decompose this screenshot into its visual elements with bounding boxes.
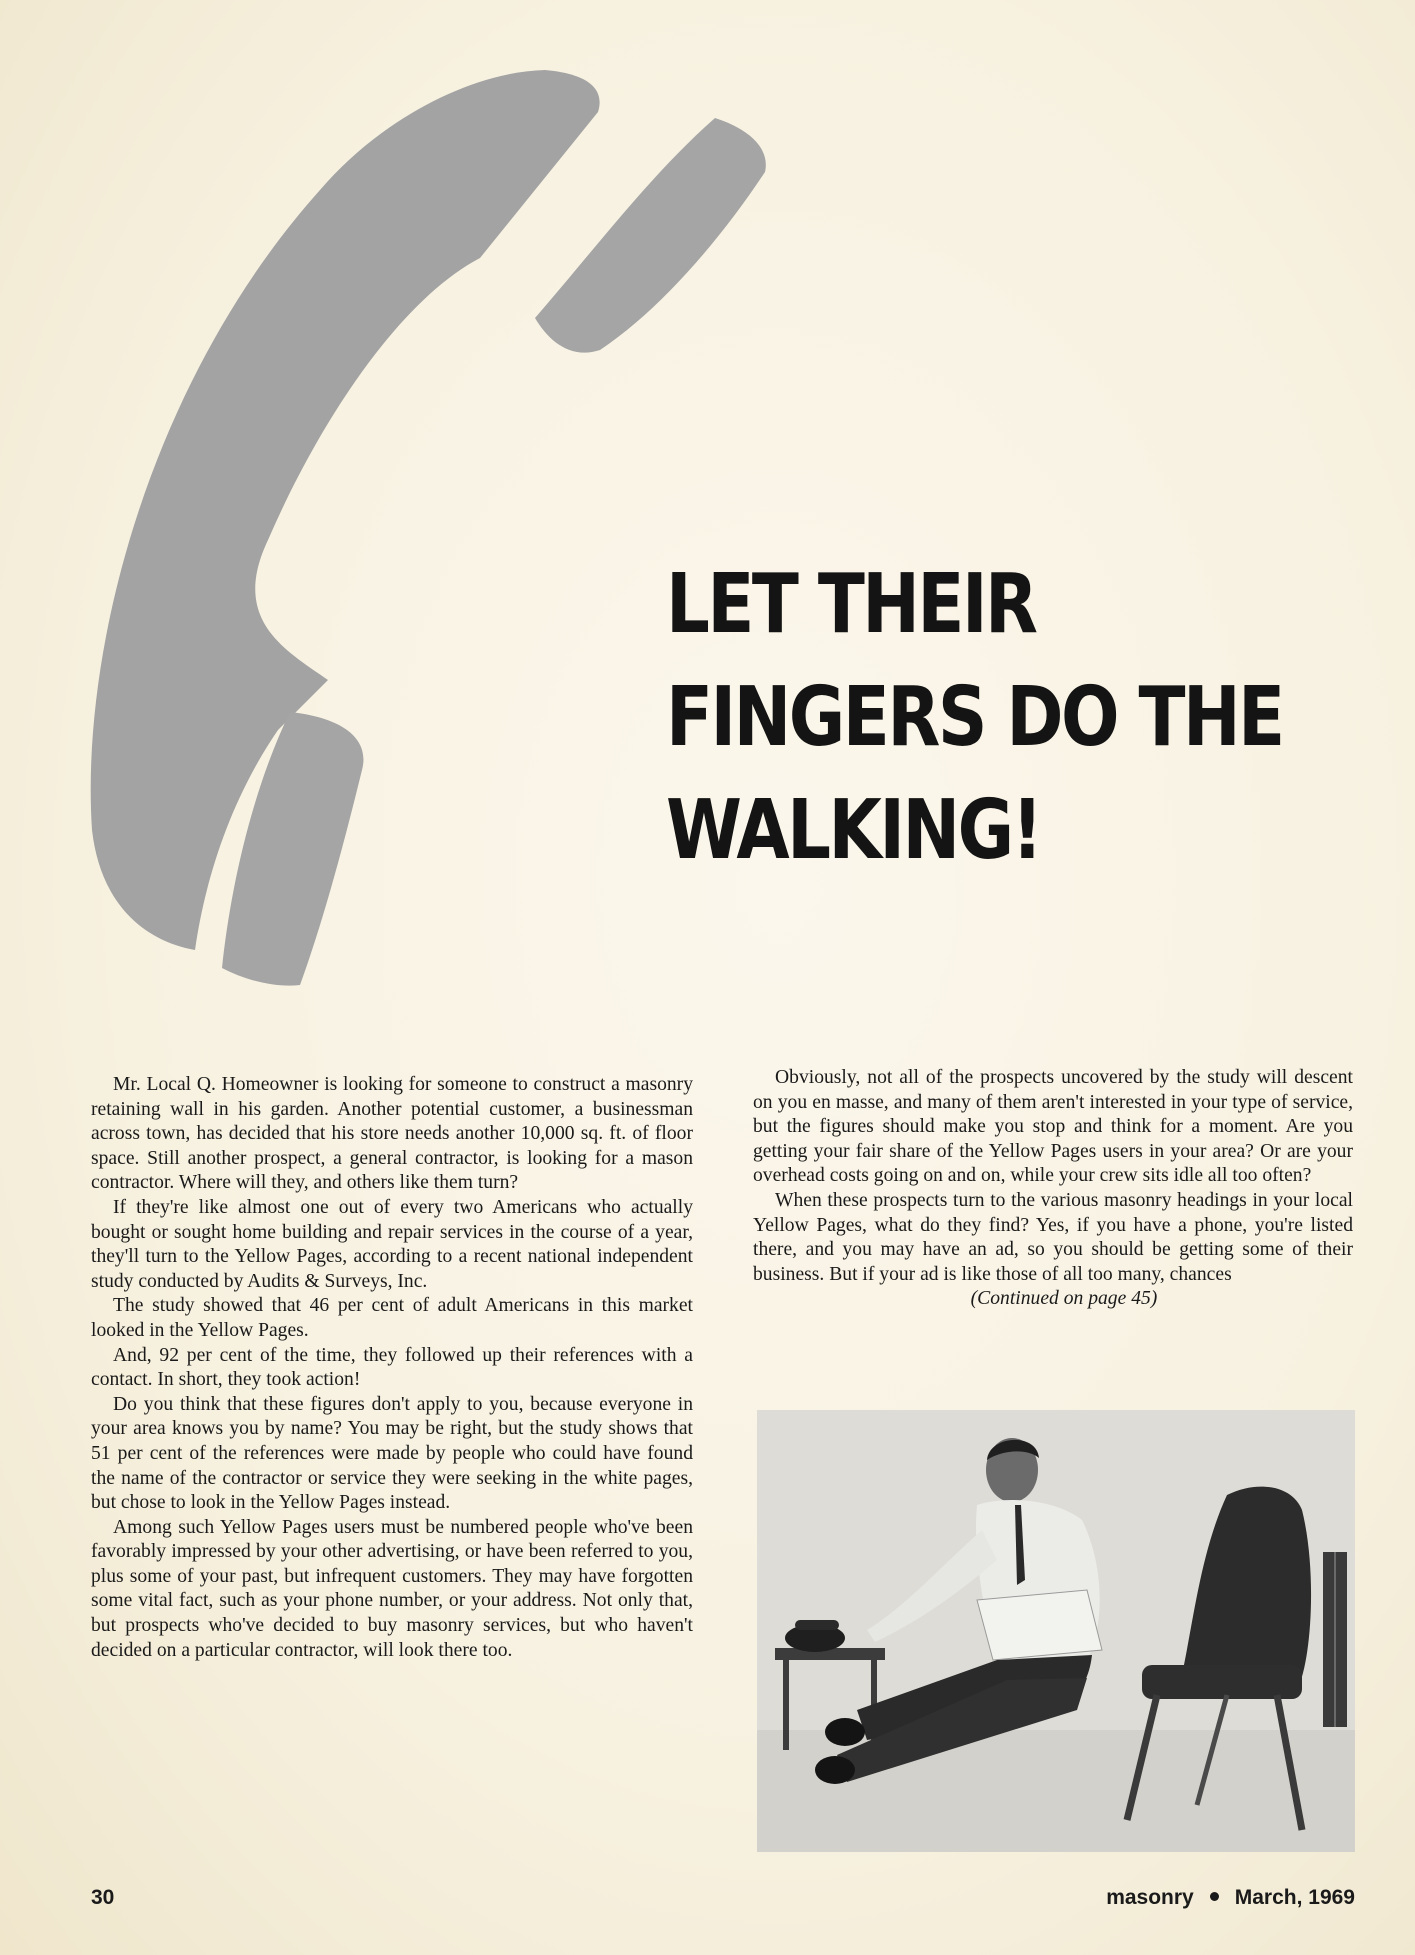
bullet-icon — [1210, 1892, 1219, 1901]
paragraph: If they're like almost one out of every two Americans who actually bought or sought home building and repair services in the course of a year, they'll turn to the Yellow Pages, according to a recent national independent study conducted by Audits & Surveys, Inc. — [91, 1196, 693, 1292]
paragraph: And, 92 per cent of the time, they followed up their references with a contact. In short, they took action! — [91, 1344, 693, 1391]
headline-line-2: FINGERS DO THE — [666, 670, 1283, 765]
paragraph: The study showed that 46 per cent of adult Americans in this market looked in the Yellow Pages. — [91, 1295, 693, 1341]
headline — [666, 548, 1283, 887]
photo-illustration — [757, 1410, 1355, 1852]
paragraph: Do you think that these figures don't apply to you, because everyone in your area knows you by name? You may be right, but the study shows that 51 per cent of the references were made by people who could have found the name of the contractor or service they were seeking in the white pages, but chose to look in the Yellow Pages instead. — [91, 1393, 693, 1514]
publication-footer — [1106, 1886, 1355, 1910]
man-at-phone-photo — [757, 1410, 1355, 1852]
issue-date: March, 1969 — [1234, 1886, 1355, 1909]
paragraph: Among such Yellow Pages users must be numbered people who've been favorably impressed by your other advertising, or have been referred to you, plus some of your past, but infrequent customers. They may have forgotten some vital fact, such as your phone number, or your address. Not only that, but prospects who've decided to buy masonry services, but who haven't decided on a particular contractor, will look there too. — [91, 1516, 693, 1661]
publication-name: masonry — [1106, 1886, 1194, 1909]
paragraph: Obviously, not all of the prospects uncovered by the study will descent on you en masse, and many of them aren't interested in your type of service, but the figures should make you stop and think for a moment. Are you getting your fair share of the Yellow Pages users in your area? Or are your overhead costs going on and on, while your crew sits idle all too often? — [753, 1067, 1353, 1187]
article-right-column — [753, 1066, 1353, 1312]
continued-note: (Continued on page 45) — [970, 1288, 1158, 1310]
article-left-column — [91, 1073, 693, 1663]
page-number: 30 — [91, 1886, 115, 1909]
headline-line-3: WALKING! — [666, 783, 1041, 878]
paragraph: When these prospects turn to the various masonry headings in your local Yellow Pages, what do they find? Yes, if you have a phone, you're listed there, and you may have an ad, so you should be getting some of their business. But if your ad is like those of all too many, chances — [753, 1189, 1353, 1285]
receiver-earpiece-shape — [535, 118, 766, 353]
paragraph: Mr. Local Q. Homeowner is looking for someone to construct a masonry retaining wall in his garden. Another potential customer, a businessman across town, has decided that his store needs another 10,000 sq. ft. of floor space. Still another prospect, a general contractor, is looking for a mason contractor. Where will they, and others like them turn? — [91, 1074, 693, 1194]
headline-line-1: LET THEIR — [666, 557, 1036, 652]
